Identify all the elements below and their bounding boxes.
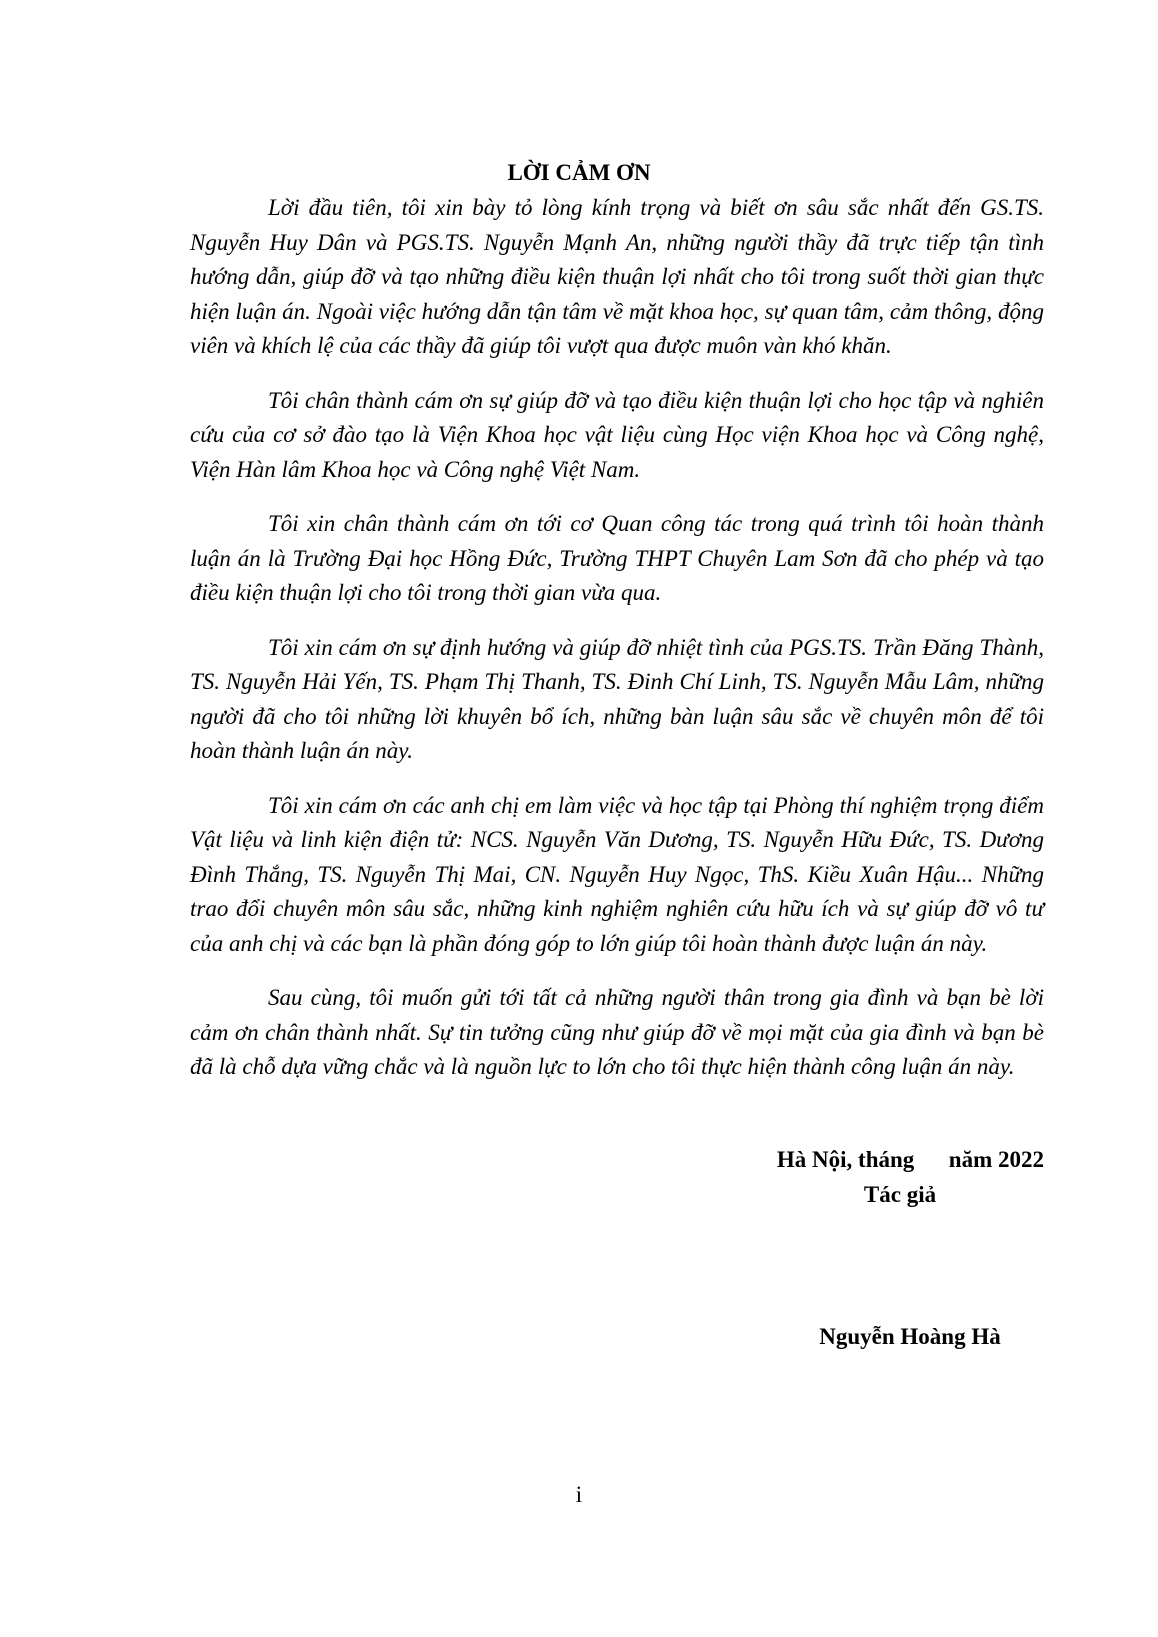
paragraph-6: Sau cùng, tôi muốn gửi tới tất cả những người thân trong gia đình và bạn bè lời cảm ơn chân thành nhất. Sự tin tưởng cũng như giúp đỡ về mọi mặt của gia đình và bạn bè đã là chỗ dựa vững chắc và là nguồn lực to lớn cho tôi thực hiện thành công luận án này. bbox=[190, 985, 1044, 1079]
paragraph-5: Tôi xin cám ơn các anh chị em làm việc và học tập tại Phòng thí nghiệm trọng điểm Vật liệu và linh kiện điện tử: NCS. Nguyễn Văn Dương, TS. Nguyễn Hữu Đức, TS. Dương Đình Thắng, TS. Nguyễn Thị Mai, CN. Nguyễn Huy Ngọc, ThS. Kiều Xuân Hậu... Những trao đổi chuyên môn sâu sắc, những kinh nghiệm nghiên cứu hữu ích và sự giúp đỡ vô tư của anh chị và các bạn là phần đóng góp to lớn giúp tôi hoàn thành được luận án này. bbox=[190, 792, 1044, 956]
paragraph-4: Tôi xin cám ơn sự định hướng và giúp đỡ nhiệt tình của PGS.TS. Trần Đăng Thành, TS. Nguyễn Hải Yến, TS. Phạm Thị Thanh, TS. Đinh Chí Linh, TS. Nguyễn Mẫu Lâm, những người đã cho tôi những lời khuyên bổ ích, những bàn luận sâu sắc về chuyên môn để tôi hoàn thành luận án này. bbox=[190, 634, 1044, 763]
paragraph-3: Tôi xin chân thành cám ơn tới cơ Quan công tác trong quá trình tôi hoàn thành luận án là Trường Đại học Hồng Đức, Trường THPT Chuyên Lam Sơn đã cho phép và tạo điều kiện thuận lợi cho tôi trong thời gian vừa qua. bbox=[190, 511, 1044, 605]
signature-name: Nguyễn Hoàng Hà bbox=[819, 1324, 1001, 1349]
page-number: i bbox=[575, 1482, 583, 1507]
paragraph-1: Lời đầu tiên, tôi xin bày tỏ lòng kính trọng và biết ơn sâu sắc nhất đến GS.TS. Nguyễn Huy Dân và PGS.TS. Nguyễn Mạnh An, những người thầy đã trực tiếp tận tình hướng dẫn, giúp đỡ và tạo những điều kiện thuận lợi nhất cho tôi trong suốt thời gian thực hiện luận án. Ngoài việc hướng dẫn tận tâm về mặt khoa học, sự quan tâm, cảm thông, động viên và khích lệ của các thầy đã giúp tôi vượt qua được muôn vàn khó khăn. bbox=[190, 195, 1044, 358]
page-title: LỜI CẢM ƠN bbox=[507, 160, 651, 185]
acknowledgement-body bbox=[190, 191, 1044, 1085]
paragraph-2: Tôi chân thành cám ơn sự giúp đỡ và tạo điều kiện thuận lợi cho học tập và nghiên cứu của cơ sở đào tạo là Viện Khoa học vật liệu cùng Học viện Khoa học và Công nghệ, Viện Hàn lâm Khoa học và Công nghệ Việt Nam. bbox=[190, 387, 1044, 482]
signature-place-date: Hà Nội, tháng năm 2022 bbox=[776, 1147, 1044, 1172]
signature-role: Tác giả bbox=[863, 1182, 937, 1207]
